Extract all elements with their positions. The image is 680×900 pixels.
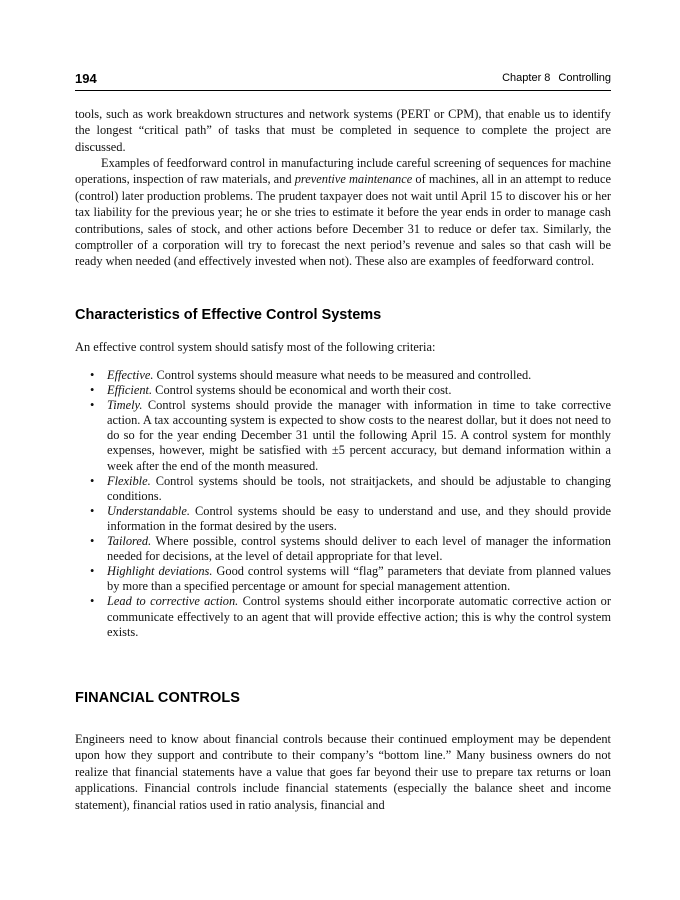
bullet: • — [90, 368, 95, 382]
bullet: • — [90, 594, 95, 609]
criteria-term: Efficient. — [107, 383, 153, 398]
bullet: • — [90, 398, 95, 413]
paragraph-feedforward-text-2: of machines, all in an attempt to reduce (control) later production problems. The prudent taxpayer does not wait until April 15 to discover his or her tax liability for the previous year; he or she tries to estimate it before the year ends in order to manage cash contributions, sales of stock, and other actions before December 31 to reduce or defer tax. Similarly, the comptroller of a corporation will try to forecast the next period’s revenue and sales so that cash will be ready when needed (and effectively invested when not). These also are examples of feedforward control. — [75, 172, 611, 269]
criteria-term: Highlight deviations. — [107, 564, 213, 579]
paragraph-feedforward-italic: preventive maintenance — [294, 172, 413, 187]
paragraph-feedforward — [75, 155, 611, 270]
bullet: • — [90, 564, 95, 579]
major-heading: FINANCIAL CONTROLS — [75, 690, 241, 706]
criteria-term: Understandable. — [107, 503, 190, 518]
criteria-text: Where possible, control systems should deliver to each level of manager the information needed for decisions, at the level of detail appropriate for that level. — [107, 534, 611, 564]
criteria-list — [89, 368, 611, 640]
running-header — [75, 71, 611, 89]
criteria-item — [89, 594, 611, 639]
criteria-term: Effective. — [107, 368, 154, 382]
criteria-item — [89, 474, 611, 504]
criteria-item — [89, 564, 611, 594]
criteria-term: Timely. — [107, 398, 143, 413]
running-head — [502, 72, 611, 84]
chapter-label: Chapter 8 — [502, 72, 551, 84]
bullet: • — [90, 383, 95, 398]
bullet: • — [90, 473, 95, 488]
criteria-text: Control systems should either incorporate automatic corrective action or communicate effectively to an agent that will provide effective action; this is why the control system exists. — [107, 594, 611, 639]
header-rule — [75, 90, 611, 91]
criteria-item — [89, 504, 611, 534]
bullet: • — [90, 503, 95, 518]
criteria-text: Good control systems will “flag” parameters that deviate from planned values by more than a specified percentage or amount for special management attention. — [107, 564, 612, 594]
page-number: 194 — [75, 71, 97, 86]
criteria-item — [89, 398, 611, 473]
criteria-intro: An effective control system should satisfy most of the following criteria: — [75, 340, 436, 354]
paragraph-continued: tools, such as work breakdown structures and network systems (PERT or CPM), that enable us to identify the longest “critical path” of tasks that must be completed in sequence to complete the project are discussed. — [75, 107, 611, 154]
chapter-title: Controlling — [558, 72, 611, 84]
criteria-text: Control systems should be easy to understand and use, and they should provide information in the format desired by the users. — [107, 503, 611, 533]
criteria-term: Tailored. — [107, 534, 152, 549]
criteria-term: Lead to corrective action. — [107, 594, 239, 609]
criteria-text: Control systems should measure what needs to be measured and controlled. — [153, 368, 532, 382]
paragraph-financial-controls: Engineers need to know about financial controls because their continued employment may be dependent upon how they support and contribute to their company’s “bottom line.” Many business owners do not realize that financial statements have a value that goes far beyond their use to prepare tax returns or loan applications. Financial controls include financial statements (especially the balance sheet and income statement), financial ratios used in ratio analysis, financial and — [75, 732, 611, 812]
paragraph-feedforward-text-1: Examples of feedforward control in manufacturing include careful screening of sequences for machine operations, inspection of raw materials, and — [75, 156, 611, 187]
section-heading: Characteristics of Effective Control Systems — [75, 307, 382, 323]
criteria-text: Control systems should be economical and worth their cost. — [152, 383, 452, 398]
criteria-item — [89, 368, 611, 383]
criteria-text: Control systems should provide the manager with information in time to take corrective action. A tax accounting system is expected to show costs to the nearest dollar, but it does not need to do so for the year ending December 31 until the following April 15. A control system for monthly expenses, however, might be satisfied with ±5 percent accuracy, but demand information within a week after the end of the month measured. — [107, 398, 611, 473]
bullet: • — [90, 534, 95, 549]
criteria-text: Control systems should be tools, not straitjackets, and should be adjustable to changing conditions. — [107, 473, 611, 503]
criteria-item — [89, 383, 611, 398]
criteria-term: Flexible. — [107, 473, 151, 488]
criteria-item — [89, 534, 611, 564]
